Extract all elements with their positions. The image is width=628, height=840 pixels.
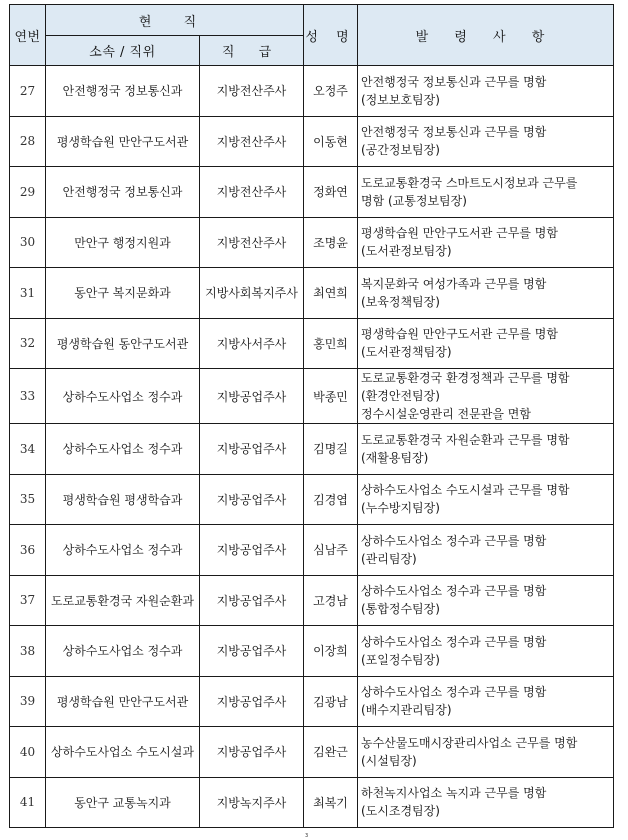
order-line: (도서관정책팀장)	[361, 345, 452, 360]
order-line: 상하수도사업소 수도시설과 근무를 명함	[361, 483, 570, 498]
row-order	[358, 424, 614, 475]
header-current-position: 현 직	[46, 5, 304, 36]
header-order: 발 령 사 항	[358, 5, 614, 66]
row-department: 동안구 교통녹지과	[46, 777, 200, 828]
row-name: 김명길	[304, 424, 358, 475]
order-line: 안전행정국 정보통신과 근무를 명함	[361, 125, 547, 140]
row-number: 30	[10, 217, 46, 268]
order-line: 안전행정국 정보통신과 근무를 명함	[361, 74, 547, 89]
row-name: 정화연	[304, 167, 358, 218]
row-department: 상하수도사업소 정수과	[46, 424, 200, 475]
row-name: 홍민희	[304, 318, 358, 369]
row-department: 안전행정국 정보통신과	[46, 66, 200, 117]
row-department: 평생학습원 만안구도서관	[46, 676, 200, 727]
order-line: 농수산물도매시장관리사업소 근무를 명함	[361, 735, 578, 750]
order-line: (공간정보팀장)	[361, 143, 440, 158]
table-row	[10, 318, 614, 369]
row-name: 김완근	[304, 727, 358, 778]
row-rank: 지방전산주사	[200, 217, 304, 268]
order-line: 도로교통환경국 스마트도시정보과 근무를	[361, 175, 578, 190]
table-row	[10, 167, 614, 218]
row-number: 38	[10, 626, 46, 677]
row-number: 32	[10, 318, 46, 369]
header-row-top	[10, 5, 614, 36]
order-line: 상하수도사업소 정수과 근무를 명함	[361, 533, 547, 548]
row-order	[358, 369, 614, 424]
row-name: 김광남	[304, 676, 358, 727]
row-order	[358, 474, 614, 525]
row-order	[358, 777, 614, 828]
row-number: 27	[10, 66, 46, 117]
row-rank: 지방공업주사	[200, 369, 304, 424]
row-name: 심남주	[304, 525, 358, 576]
row-department: 평생학습원 평생학습과	[46, 474, 200, 525]
row-department: 상하수도사업소 정수과	[46, 369, 200, 424]
order-line: 하천녹지사업소 녹지과 근무를 명함	[361, 786, 547, 801]
row-rank: 지방공업주사	[200, 474, 304, 525]
row-rank: 지방전산주사	[200, 167, 304, 218]
order-line: (도시조경팀장)	[361, 804, 440, 819]
row-number: 28	[10, 116, 46, 167]
row-department: 상하수도사업소 수도시설과	[46, 727, 200, 778]
table-row	[10, 369, 614, 424]
order-line: (통합정수팀장)	[361, 602, 440, 617]
row-order	[358, 626, 614, 677]
row-name: 조명윤	[304, 217, 358, 268]
row-rank: 지방공업주사	[200, 626, 304, 677]
row-number: 37	[10, 575, 46, 626]
row-department: 안전행정국 정보통신과	[46, 167, 200, 218]
personnel-order-table	[9, 4, 614, 828]
row-order	[358, 217, 614, 268]
table-row	[10, 66, 614, 117]
order-line: (관리팀장)	[361, 551, 417, 566]
table-row	[10, 116, 614, 167]
table-row	[10, 727, 614, 778]
row-order	[358, 66, 614, 117]
header-name: 성 명	[304, 5, 358, 66]
order-line: (환경안전팀장)	[361, 389, 440, 403]
row-department: 상하수도사업소 정수과	[46, 525, 200, 576]
row-name: 이장희	[304, 626, 358, 677]
row-number: 39	[10, 676, 46, 727]
row-department: 평생학습원 만안구도서관	[46, 116, 200, 167]
row-name: 이동현	[304, 116, 358, 167]
row-order	[358, 575, 614, 626]
order-line: 평생학습원 만안구도서관 근무를 명함	[361, 226, 558, 241]
row-rank: 지방공업주사	[200, 525, 304, 576]
order-line: (도서관정보팀장)	[361, 244, 452, 259]
row-name: 고경남	[304, 575, 358, 626]
row-order	[358, 525, 614, 576]
row-department: 상하수도사업소 정수과	[46, 626, 200, 677]
row-rank: 지방공업주사	[200, 575, 304, 626]
row-order	[358, 268, 614, 319]
header-dept: 소속 / 직위	[46, 36, 200, 66]
row-rank: 지방공업주사	[200, 676, 304, 727]
row-department: 평생학습원 동안구도서관	[46, 318, 200, 369]
row-order	[358, 676, 614, 727]
header-no: 연번	[10, 5, 46, 66]
row-name: 오정주	[304, 66, 358, 117]
row-order	[358, 727, 614, 778]
order-line: (시설팀장)	[361, 753, 417, 768]
row-order	[358, 116, 614, 167]
table-row	[10, 424, 614, 475]
order-line: 정수시설운영관리 전문관을 면함	[361, 407, 531, 421]
header-rank: 직 급	[200, 36, 304, 66]
order-line: 상하수도사업소 정수과 근무를 명함	[361, 634, 547, 649]
order-line: 명함 (교통정보팀장)	[361, 193, 467, 208]
order-line: (재활용팀장)	[361, 450, 429, 465]
row-name: 김경엽	[304, 474, 358, 525]
order-line: (보육정책팀장)	[361, 294, 440, 309]
row-number: 34	[10, 424, 46, 475]
row-rank: 지방공업주사	[200, 424, 304, 475]
order-line: 상하수도사업소 정수과 근무를 명함	[361, 584, 547, 599]
page-number: 3	[305, 833, 309, 839]
row-number: 29	[10, 167, 46, 218]
order-line: (정보보호팀장)	[361, 92, 440, 107]
table-row	[10, 676, 614, 727]
order-line: 평생학습원 만안구도서관 근무를 명함	[361, 327, 558, 342]
order-line: 상하수도사업소 정수과 근무를 명함	[361, 685, 547, 700]
row-number: 41	[10, 777, 46, 828]
row-order	[358, 167, 614, 218]
row-rank: 지방사서주사	[200, 318, 304, 369]
row-number: 36	[10, 525, 46, 576]
row-rank: 지방전산주사	[200, 66, 304, 117]
row-rank: 지방공업주사	[200, 727, 304, 778]
row-number: 33	[10, 369, 46, 424]
row-name: 박종민	[304, 369, 358, 424]
table-row	[10, 575, 614, 626]
row-department: 만안구 행정지원과	[46, 217, 200, 268]
row-department: 동안구 복지문화과	[46, 268, 200, 319]
row-rank: 지방사회복지주사	[200, 268, 304, 319]
order-line: (배수지관리팀장)	[361, 703, 452, 718]
row-name: 최연희	[304, 268, 358, 319]
row-order	[358, 318, 614, 369]
row-department: 도로교통환경국 자원순환과	[46, 575, 200, 626]
table-row	[10, 217, 614, 268]
row-number: 35	[10, 474, 46, 525]
table-row	[10, 777, 614, 828]
row-rank: 지방전산주사	[200, 116, 304, 167]
table-row	[10, 626, 614, 677]
row-number: 40	[10, 727, 46, 778]
order-line: 도로교통환경국 환경정책과 근무를 명함	[361, 371, 570, 385]
table-row	[10, 525, 614, 576]
order-line: 도로교통환경국 자원순환과 근무를 명함	[361, 432, 570, 447]
order-line: (누수방지팀장)	[361, 501, 440, 516]
order-line: (포일정수팀장)	[361, 652, 440, 667]
table-row	[10, 474, 614, 525]
order-line: 복지문화국 여성가족과 근무를 명함	[361, 276, 547, 291]
table-row	[10, 268, 614, 319]
row-name: 최복기	[304, 777, 358, 828]
row-rank: 지방녹지주사	[200, 777, 304, 828]
row-number: 31	[10, 268, 46, 319]
